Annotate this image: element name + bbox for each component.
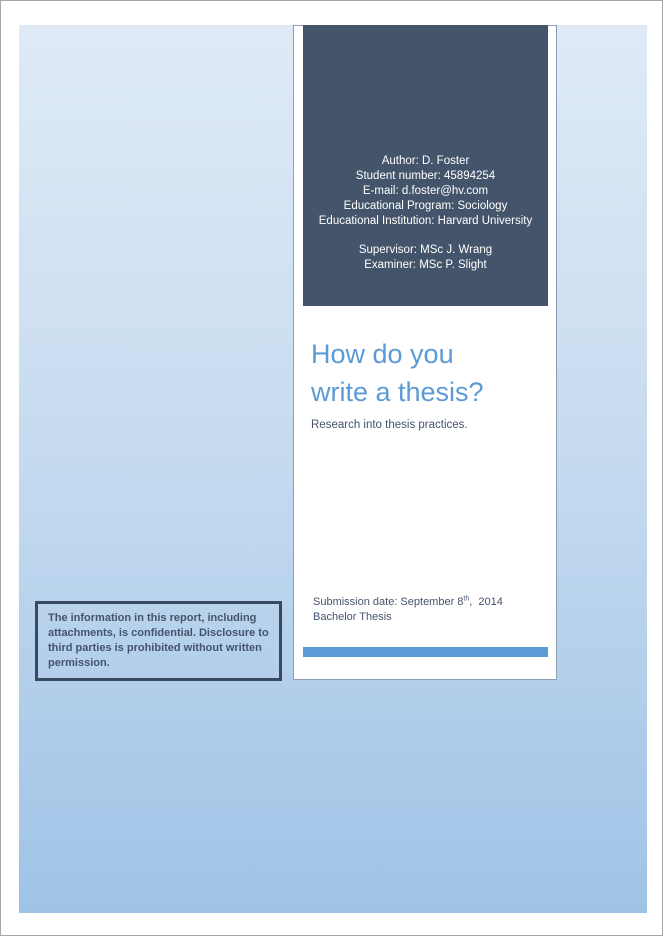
student-number-line: Student number: 45894254 <box>355 170 496 182</box>
title-line-2: write a thesis? <box>311 377 484 407</box>
thesis-type: Bachelor Thesis <box>313 611 392 623</box>
submission-date-ordinal: th <box>463 595 470 603</box>
institution-line: Educational Institution: Harvard University <box>318 215 533 227</box>
email-line: E-mail: d.foster@hv.com <box>362 185 489 197</box>
submission-date-prefix: Submission date: September 8 <box>313 596 464 608</box>
author-line: Author: D. Foster <box>381 155 470 167</box>
submission-date-suffix: , 2014 <box>469 596 503 608</box>
supervisor-line: Supervisor: MSc J. Wrang <box>358 244 493 256</box>
accent-bar <box>303 647 548 657</box>
submission-block <box>313 595 503 625</box>
examiner-line: Examiner: MSc P. Slight <box>364 259 487 271</box>
author-info-lines <box>303 154 548 273</box>
submission-date <box>313 595 503 610</box>
document-subtitle: Research into thesis practices. <box>311 419 468 431</box>
info-spacer <box>303 229 548 243</box>
title-line-1: How do you <box>311 339 454 369</box>
confidentiality-notice: The information in this report, including attachments, is confidential. Disclosure to third parties is prohibited without written permission. <box>35 601 282 681</box>
program-line: Educational Program: Sociology <box>343 200 508 212</box>
document-title <box>311 335 546 411</box>
author-info-box <box>303 25 548 306</box>
